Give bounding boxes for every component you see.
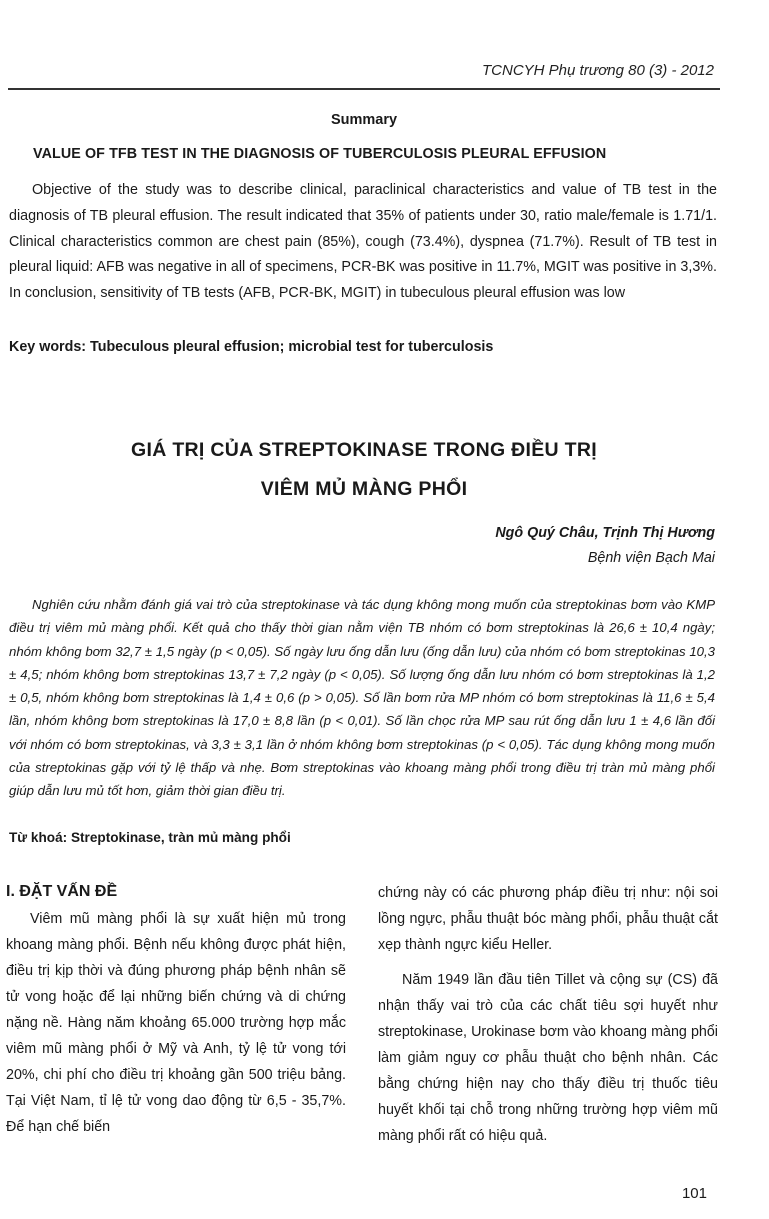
english-keywords: Key words: Tubeculous pleural effusion; microbial test for tuberculosis — [9, 339, 494, 355]
header-rule — [8, 88, 720, 90]
journal-header: TCNCYH Phụ trương 80 (3) - 2012 — [482, 62, 714, 79]
affiliation: Bệnh viện Bạch Mai — [587, 550, 715, 566]
article-title-line1: GIÁ TRỊ CỦA STREPTOKINASE TRONG ĐIỀU TRỊ — [131, 439, 597, 461]
vietnamese-abstract: Nghiên cứu nhằm đánh giá vai trò của streptokinase và tác dụng không mong muốn của streptokinas bơm vào KMP điều trị viêm mủ màng phổi. Kết quả cho thấy thời gian nằm viện TB nhóm có bơm streptokinas là 26,6 ± 10,4 ngày; nhóm không bơm 32,7 ± 1,5 ngày (p < 0,05). Số ngày lưu ống dẫn lưu (ống dẫn lưu) của nhóm có bơm streptokinas 10,3 ± 4,5; nhóm không bơm streptokinas 13,7 ± 7,2 ngày (p < 0,05). Số lượng ống dẫn lưu nhóm có bơm streptokinas là 1,2 ± 0,5, nhóm không bơm streptokinas là 1,4 ± 0,6 (p > 0,05). Số lần bơm rửa MP nhóm có bơm streptokinas là 11,6 ± 5,4 lần, nhóm không bơm streptokinas là 17,0 ± 8,8 lần (p < 0,01). Số lần chọc rửa MP sau rút ống dẫn lưu 1 ± 4,6 lần đối với nhóm có bơm streptokinas, và 3,3 ± 3,1 lần ở nhóm không bơm streptokinas (p < 0,05). Tác dụng không mong muốn của streptokinas gặp với tỷ lệ thấp và nhẹ. Bơm streptokinas vào khoang màng phổi trong điều trị tràn mủ màng phổi giúp dẫn lưu mủ tốt hơn, giảm thời gian điều trị. — [9, 597, 715, 799]
section-heading: I. ĐẶT VẤN ĐỀ — [6, 883, 118, 900]
english-abstract: Objective of the study was to describe clinical, paraclinical characteristics and value of TB test in the diagnosis of TB pleural effusion. The result indicated that 35% of patients under 30, ratio male/female is 1.71/1. Clinical characteristics common are chest pain (85%), cough (73.4%), dyspnea (71.7%). Result of TB test in pleural liquid: AFB was negative in all of specimens, PCR-BK was positive in 11.7%, MGIT was positive in 3,3%. In conclusion, sensitivity of TB tests (AFB, PCR-BK, MGIT) in tubeculous pleural effusion was low — [9, 182, 717, 302]
authors: Ngô Quý Châu, Trịnh Thị Hương — [495, 525, 715, 541]
body-paragraph: chứng này có các phương pháp điều trị như: nội soi lồng ngực, phẫu thuật bóc màng phổi, phẫu thuật cắt xẹp thành ngực kiểu Heller. — [378, 885, 718, 953]
english-title: VALUE OF TFB TEST IN THE DIAGNOSIS OF TUBERCULOSIS PLEURAL EFFUSION — [33, 146, 607, 162]
left-column — [6, 880, 346, 1140]
page-number: 101 — [681, 1185, 707, 1202]
body-paragraph: Viêm mũ màng phổi là sự xuất hiện mủ trong khoang màng phổi. Bệnh nếu không được phát hiện, điều trị kịp thời và đúng phương pháp bệnh nhân sẽ tử vong hoặc để lại những biến chứng và di chứng nặng nề. Hàng năm khoảng 65.000 trường hợp mắc viêm mũ màng phổi ở Mỹ và Anh, tỷ lệ tử vong tới 20%, chi phí cho điều trị khoảng gần 500 triệu bảng. Tại Việt Nam, tỉ lệ tử vong dao động từ 6,5 - 35,7%. Để hạn chế biến — [6, 911, 346, 1135]
body-paragraph: Năm 1949 lần đầu tiên Tillet và cộng sự (CS) đã nhận thấy vai trò của các chất tiêu sợi huyết như streptokinase, Urokinase bơm vào khoang màng phổi làm giảm nguy cơ phẫu thuật cho bệnh nhân. Các bằng chứng hiện nay cho thấy điều trị thuốc tiêu huyết khối tại chỗ trong những trường hợp viêm mũ màng phổi rất có hiệu quả. — [378, 972, 718, 1144]
right-column — [378, 880, 718, 1149]
summary-label: Summary — [330, 112, 398, 128]
vietnamese-keywords: Từ khoá: Streptokinase, tràn mủ màng phổi — [9, 830, 291, 845]
article-title-line2: VIÊM MỦ MÀNG PHỔI — [260, 478, 468, 500]
